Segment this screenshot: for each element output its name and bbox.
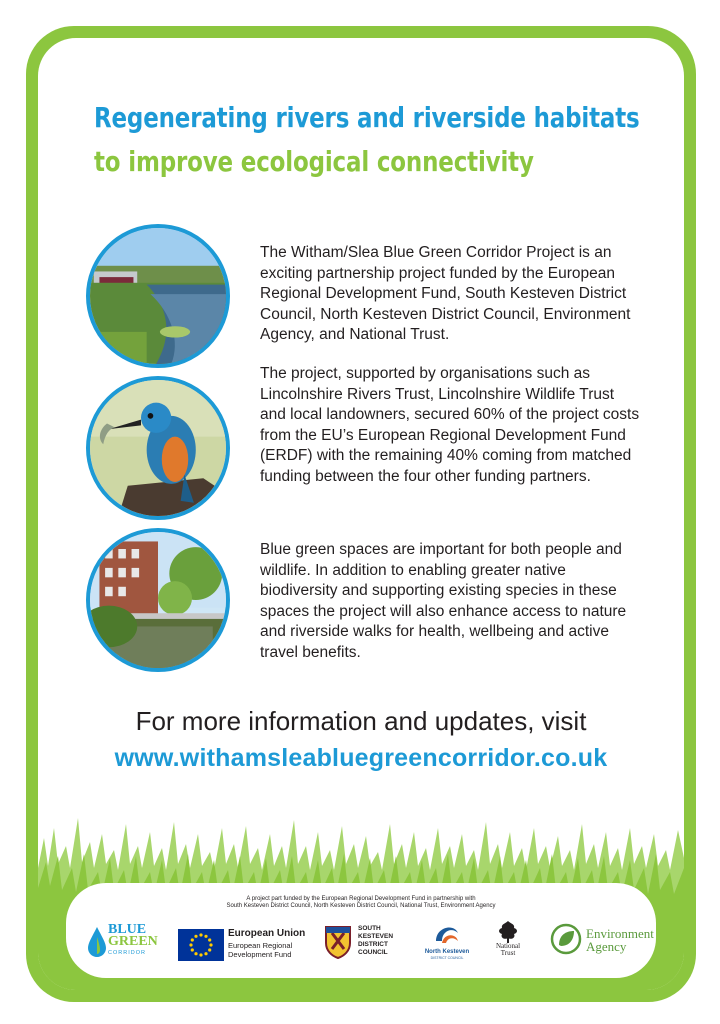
headline (94, 96, 684, 184)
leaf-circle-icon (550, 923, 582, 955)
water-drop-icon (88, 927, 106, 957)
mill-building-photo (86, 528, 230, 672)
blue-green-corridor-logo: BLUE GREEN CORRIDOR (88, 921, 168, 965)
poster-content (38, 38, 684, 990)
environment-agency-logo: Environment Agency (550, 921, 656, 965)
intro-paragraph: The Witham/Slea Blue Green Corridor Project is an exciting partnership project funded by the European Regional Development Fund, South Kesteven District Council, North Kesteven District Council, Environment Agency, and National Trust. (260, 244, 631, 343)
headline-line-2: to improve ecological connectivity (94, 145, 534, 178)
national-trust-logo: National Trust (484, 921, 532, 965)
funding-statement: A project part funded by the European Regional Development Fund in partnership with South Kesteven District Council, North Kesteven District Council, National Trust, Environment Agency (226, 896, 496, 909)
swirl-icon (432, 921, 462, 947)
oak-leaf-icon (497, 921, 519, 943)
poster-border (26, 26, 696, 1002)
south-kesteven-logo: SOUTH KESTEVEN DISTRICT COUNCIL (324, 921, 414, 965)
shield-crest-icon (324, 925, 352, 959)
headline-line-1: Regenerating rivers and riverside habitats (94, 101, 640, 134)
river-photo (86, 224, 230, 368)
european-union-logo: European Union European Regional Development Fund (178, 921, 326, 965)
eu-flag-icon (178, 929, 224, 961)
website-link[interactable]: www.withamsleabluegreencorridor.co.uk (114, 744, 608, 772)
cta-text: For more information and updates, visit (135, 706, 587, 736)
kingfisher-photo (86, 376, 230, 520)
funding-paragraph: The project, supported by organisations such as Lincolnshire Rivers Trust, Lincolnshire Wildlife Trust and local landowners, secured 60% of the project costs from the EU’s European Regional Development Fund (ERDF) with the remaining 40% coming from matched funding between the four other funding partners. (260, 365, 640, 485)
footer-panel (66, 883, 656, 978)
north-kesteven-logo: North Kesteven DISTRICT COUNCIL (412, 921, 482, 965)
benefits-paragraph: Blue green spaces are important for both people and wildlife. In addition to enabling greater native biodiversity and supporting existing species in these spaces the project will also enhance access to nature and riverside walks for health, wellbeing and active travel benefits. (260, 541, 627, 661)
